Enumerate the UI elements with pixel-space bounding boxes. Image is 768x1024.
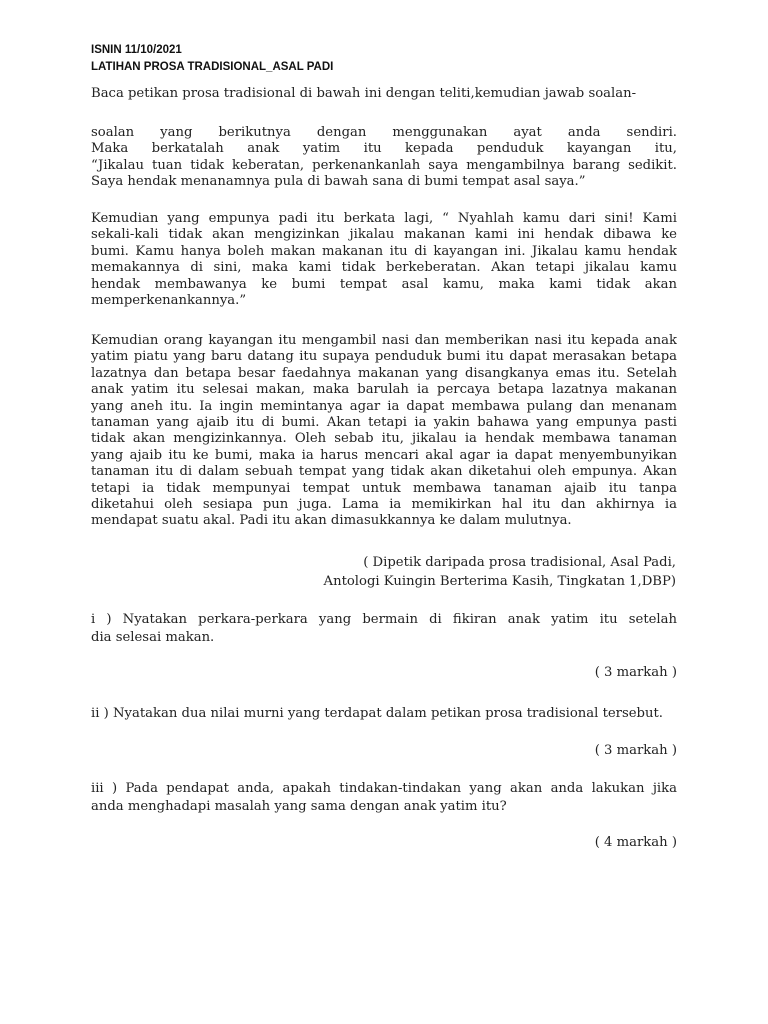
question-line: i ) Nyatakan perkara-perkara yang bermain di fikiran anak yatim itu setelah — [91, 612, 677, 627]
passage-line: Maka berkatalah anak yatim itu kepada penduduk kayangan itu, — [91, 141, 677, 157]
passage-line: yang aneh itu. Ia ingin memintanya agar ia dapat membawa pulang dan menanam — [91, 398, 677, 414]
passage-line: Saya hendak menanamnya pula di bawah sana di bumi tempat asal saya.” — [91, 174, 586, 190]
passage-line: tanaman yang ajaib itu di bumi. Akan tetapi ia yakin bahawa yang empunya pasti — [91, 414, 677, 430]
passage-line: diketahui oleh sesiapa pun juga. Lama ia memikirkan hal itu dan akhirnya ia — [91, 496, 677, 512]
passage-line: memperkenankannya.” — [91, 292, 247, 308]
header-title: LATIHAN PROSA TRADISIONAL_ASAL PADI — [91, 61, 334, 73]
passage-line: anak yatim itu selesai makan, maka barulah ia percaya betapa lazatnya makanan — [91, 382, 677, 398]
question-2-marks: ( 3 markah ) — [594, 743, 677, 758]
passage-line: Kemudian orang kayangan itu mengambil nasi dan memberikan nasi itu kepada anak — [91, 333, 677, 348]
instruction-text: Baca petikan prosa tradisional di bawah ini dengan teliti,kemudian jawab soalan- — [91, 86, 637, 101]
passage-line: tidak akan mengizinkannya. Oleh sebab itu, jikalau ia hendak membawa tanaman — [91, 431, 677, 447]
passage-line: tanaman itu di dalam sebuah tempat yang tidak akan diketahui oleh empunya. Akan — [91, 464, 677, 480]
passage-paragraph-2 — [91, 211, 677, 309]
source-citation — [200, 553, 676, 591]
document-header — [91, 42, 333, 76]
passage-line: lazatnya dan betapa besar faedahnya makanan yang disangkanya emas itu. Setelah — [91, 365, 677, 381]
passage-line: yang ajaib itu ke bumi, maka ia harus mencari akal agar ia dapat menyembunyikan — [91, 447, 677, 463]
passage-line: sekali-kali tidak akan mengizinkan jikalau makanan kami ini hendak dibawa ke — [91, 227, 677, 243]
question-line: anda menghadapi masalah yang sama dengan anak yatim itu? — [91, 799, 507, 814]
question-line: iii ) Pada pendapat anda, apakah tindakan-tindakan yang akan anda lakukan jika — [91, 781, 677, 796]
header-date: ISNIN 11/10/2021 — [91, 44, 182, 56]
passage-line: hendak membawanya ke bumi tempat asal kamu, maka kami tidak akan — [91, 276, 677, 292]
passage-paragraph-1 — [91, 125, 677, 191]
passage-line: memakannya di sini, maka kami tidak berkeberatan. Akan tetapi jikalau kamu — [91, 260, 677, 276]
question-3-marks: ( 4 markah ) — [594, 835, 677, 850]
question-1-marks: ( 3 markah ) — [594, 665, 677, 680]
passage-line: mendapat suatu akal. Padi itu akan dimasukkannya ke dalam mulutnya. — [91, 513, 572, 529]
source-line-2: Antologi Kuingin Berterima Kasih, Tingkatan 1,DBP) — [323, 574, 676, 589]
passage-line: yatim piatu yang baru datang itu supaya penduduk bumi itu dapat merasakan betapa — [91, 349, 677, 365]
question-line: ii ) Nyatakan dua nilai murni yang terdapat dalam petikan prosa tradisional tersebut. — [91, 706, 663, 721]
question-1 — [91, 611, 677, 647]
passage-line: soalan yang berikutnya dengan menggunakan ayat anda sendiri. — [91, 125, 677, 140]
source-line-1: ( Dipetik daripada prosa tradisional, Asal Padi, — [363, 555, 676, 570]
question-2 — [91, 705, 677, 723]
passage-line: bumi. Kamu hanya boleh makan makanan itu di kayangan ini. Jikalau kamu hendak — [91, 243, 677, 259]
passage-line: “Jikalau tuan tidak keberatan, perkenankanlah saya mengambilnya barang sedikit. — [91, 157, 677, 173]
question-3 — [91, 780, 677, 816]
passage-paragraph-3 — [91, 333, 677, 530]
question-line: dia selesai makan. — [91, 630, 215, 645]
passage-line: Kemudian yang empunya padi itu berkata lagi, “ Nyahlah kamu dari sini! Kami — [91, 211, 677, 226]
passage-line: tetapi ia tidak mempunyai tempat untuk membawa tanaman ajaib itu tanpa — [91, 480, 677, 496]
